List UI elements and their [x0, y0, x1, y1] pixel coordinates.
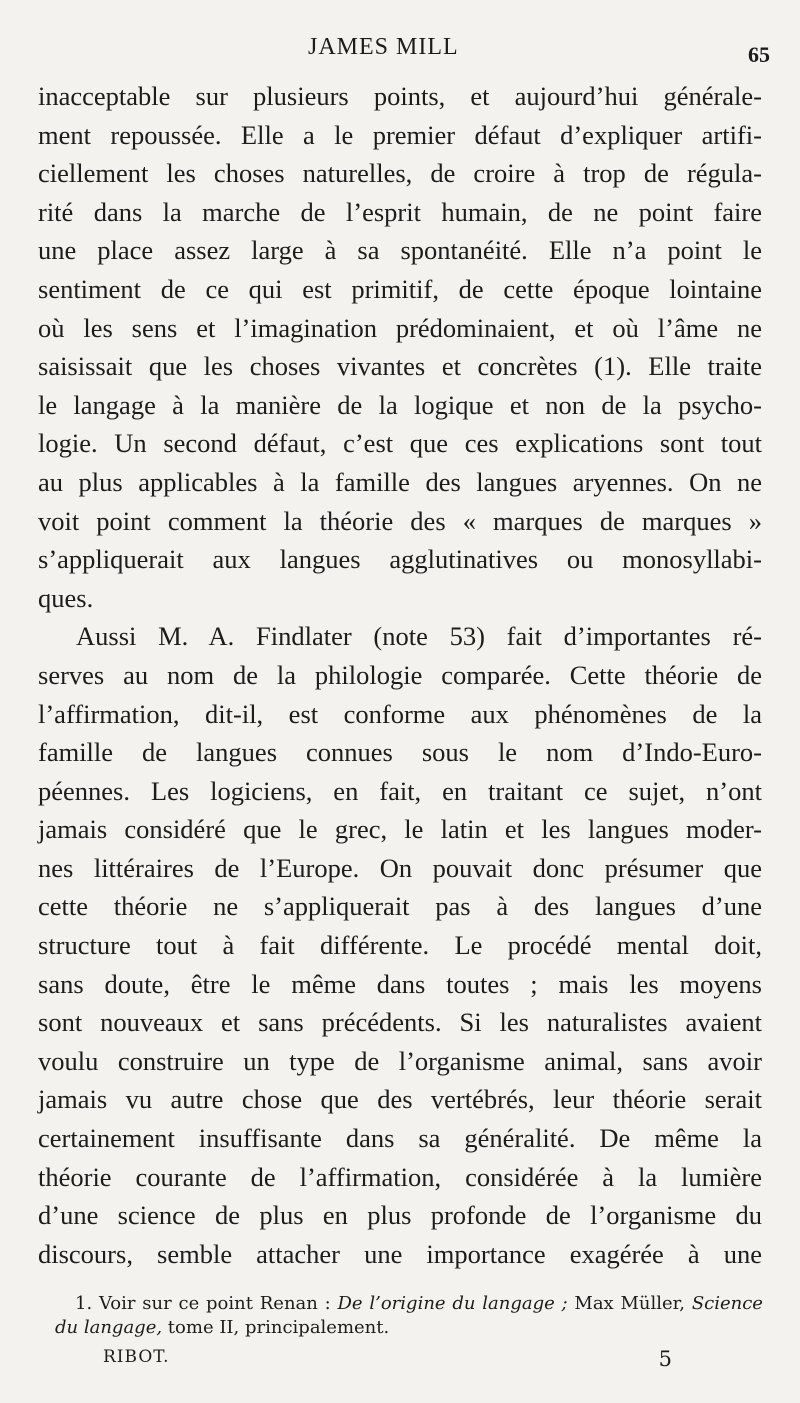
text-line: au plus applicables à la famille des langues aryennes. On ne [38, 466, 762, 497]
text-line: saisissait que les choses vivantes et concrètes (1). Elle traite [38, 351, 762, 382]
signature-number: 5 [658, 1347, 673, 1371]
text-line: logie. Un second défaut, c’est que ces explications sont tout [38, 428, 762, 459]
text-line: rité dans la marche de l’esprit humain, de ne point faire [38, 196, 762, 227]
text-line: cette théorie ne s’appliquerait pas à des langues d’une [38, 891, 762, 922]
text-line: ment repoussée. Elle a le premier défaut d’expliquer artifi- [38, 119, 762, 150]
text-line: Aussi M. A. Findlater (note 53) fait d’importantes ré- [76, 621, 762, 652]
signature-mark: RIBOT. [103, 1347, 170, 1367]
text-line: théorie courante de l’affirmation, considérée à la lumière [38, 1161, 762, 1192]
text-line: le langage à la manière de la logique et non de la psycho- [38, 389, 762, 420]
text-line: où les sens et l’imagination prédominaient, et où l’âme ne [38, 312, 762, 343]
running-head [0, 34, 800, 74]
footnote-book-title: Science [691, 1293, 763, 1314]
text-line: l’affirmation, dit-il, est conforme aux phénomènes de la [38, 698, 762, 729]
text-line: inacceptable sur plusieurs points, et aujourd’hui générale- [38, 81, 762, 111]
text-line: sentiment de ce qui est primitif, de cette époque lointaine [38, 273, 762, 304]
text-line: jamais vu autre chose que des vertébrés, leur théorie serait [38, 1084, 762, 1115]
text-line: discours, semble attacher une importance exagérée à une [38, 1238, 762, 1269]
footnote-line-1 [55, 1292, 763, 1316]
text-line: famille de langues connues sous le nom d’Indo-Euro- [38, 737, 762, 768]
text-line: nes littéraires de l’Europe. On pouvait donc présumer que [38, 852, 762, 883]
text-line: voit point comment la théorie des « marques de marques » [38, 505, 762, 536]
body-text [38, 77, 762, 1273]
page-number: 65 [748, 42, 770, 67]
text-line: une place assez large à sa spontanéité. Elle n’a point le [38, 235, 762, 266]
text-line: ciellement les choses naturelles, de croire à trop de régula- [38, 158, 762, 189]
text-line: voulu construire un type de l’organisme animal, sans avoir [38, 1045, 762, 1076]
footnote-book-title: du langage, [55, 1317, 163, 1338]
footnote-text: tome II, principalement. [162, 1317, 390, 1338]
running-title: JAMES MILL [308, 34, 459, 60]
footnote-text: Max Müller, [567, 1293, 692, 1314]
footnote-book-title: De l’origine du langage ; [337, 1293, 568, 1314]
text-line: serves au nom de la philologie comparée. Cette théorie de [38, 659, 762, 690]
text-line: certainement insuffisante dans sa généralité. De même la [38, 1123, 762, 1154]
footnote [55, 1292, 763, 1340]
text-line: sans doute, être le même dans toutes ; mais les moyens [38, 968, 762, 999]
text-line: jamais considéré que le grec, le latin et les langues moder- [38, 814, 762, 845]
text-line: sont nouveaux et sans précédents. Si les naturalistes avaient [38, 1007, 762, 1038]
text-line: ques. [38, 582, 94, 613]
text-line: structure tout à fait différente. Le procédé mental doit, [38, 930, 762, 961]
text-line: péennes. Les logiciens, en fait, en traitant ce sujet, n’ont [38, 775, 762, 806]
footnote-text: 1. Voir sur ce point Renan : [75, 1293, 338, 1314]
text-line: d’une science de plus en plus profonde de l’organisme du [38, 1200, 762, 1231]
footnote-line-2 [55, 1316, 763, 1340]
text-line: s’appliquerait aux langues agglutinatives ou monosyllabi- [38, 544, 762, 575]
